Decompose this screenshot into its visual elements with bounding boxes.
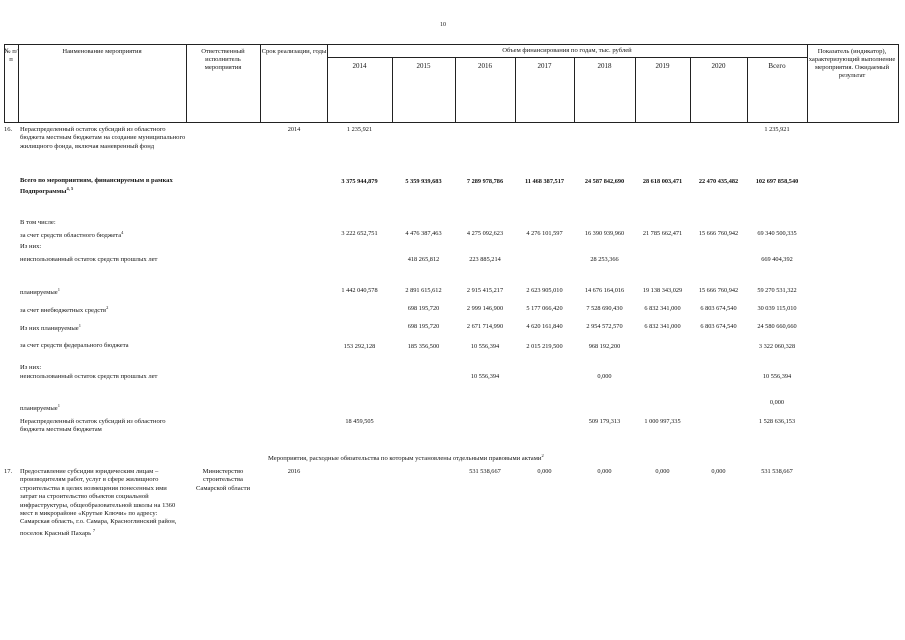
header-period: Срок реализации, годы xyxy=(261,48,327,55)
planned-1-label-text: планируемые xyxy=(20,289,58,297)
planned-2-label-text: планируемые xyxy=(20,405,58,413)
row-17-name xyxy=(20,468,180,538)
of-them-1-label: Из них: xyxy=(20,243,42,250)
of_them2-value-7: 10 556,394 xyxy=(762,373,792,380)
extra-label xyxy=(20,304,108,316)
planned1-value-5: 19 138 343,029 xyxy=(642,287,683,294)
federal-label: за счет средств федерального бюджета xyxy=(20,342,129,349)
section-heading-sup: 2 xyxy=(541,453,544,458)
unused1-value-2: 223 885,214 xyxy=(469,256,501,263)
total-value-6: 22 470 435,482 xyxy=(698,178,739,185)
federal-value-2: 10 556,394 xyxy=(470,343,500,350)
total-value-7: 102 697 858,540 xyxy=(755,178,799,185)
regional-sup: 4 xyxy=(121,230,124,235)
planned_extra-value-3: 4 620 161,840 xyxy=(526,323,563,330)
of-them-2-label: Из них: xyxy=(20,364,42,371)
year-total: Всего xyxy=(768,62,786,70)
total-value-4: 24 587 842,690 xyxy=(584,178,625,185)
regional-value-3: 4 276 101,597 xyxy=(526,230,563,237)
extra-value-2: 2 999 146,900 xyxy=(466,305,504,312)
unused-1-label: неиспользованный остаток средств прошлых лет xyxy=(20,256,158,263)
extra-value-3: 5 177 066,420 xyxy=(526,305,563,312)
page-number: 10 xyxy=(440,22,446,28)
planned1-value-3: 2 623 905,010 xyxy=(526,287,563,294)
extra-value-1: 698 195,720 xyxy=(407,305,440,312)
row-16-total: 1 235,921 xyxy=(764,126,790,133)
extra-value-4: 7 528 690,430 xyxy=(586,305,623,312)
year-2017: 2017 xyxy=(537,62,552,70)
total-value-5: 28 618 003,471 xyxy=(642,178,683,185)
r17-value-3: 0,000 xyxy=(537,468,552,475)
federal-value-7: 3 322 060,328 xyxy=(758,343,796,350)
year-2018: 2018 xyxy=(597,62,612,70)
year-2014: 2014 xyxy=(352,62,367,70)
total-label xyxy=(20,177,186,197)
total-label-sup: 4, 5 xyxy=(66,186,74,192)
planned1-value-7: 59 270 531,322 xyxy=(757,287,797,294)
planned_extra-value-2: 2 671 714,990 xyxy=(466,323,504,330)
r17-value-7: 531 538,667 xyxy=(761,468,793,475)
of_them2-value-2: 10 556,394 xyxy=(470,373,500,380)
total-value-0: 3 375 944,879 xyxy=(341,178,378,185)
regional-value-2: 4 275 092,623 xyxy=(466,230,504,237)
planned_extra-value-4: 2 954 572,570 xyxy=(586,323,623,330)
unused-2-label: неиспользованный остаток средств прошлых лет xyxy=(20,373,158,380)
extra-label-text: за счет внебюджетных средств xyxy=(20,307,107,315)
regional-value-4: 16 390 939,960 xyxy=(584,230,625,237)
extra-sup: 2 xyxy=(106,305,109,310)
unused1-value-7: 669 404,392 xyxy=(761,256,793,263)
row-17-sup: 7 xyxy=(92,527,96,533)
year-2015: 2015 xyxy=(416,62,431,70)
planned-2-label xyxy=(20,402,60,414)
section-heading xyxy=(268,452,668,464)
r17-value-4: 0,000 xyxy=(597,468,612,475)
regional-value-5: 21 785 662,471 xyxy=(642,230,683,237)
planned-extra-label-text: Из них планируемые xyxy=(20,325,79,333)
section-heading-text: Мероприятия, расходные обязательства по которым установлены отдельными правовыми актами xyxy=(268,455,542,463)
planned_extra-value-5: 6 832 341,000 xyxy=(644,323,681,330)
row-17-period: 2016 xyxy=(287,468,301,475)
unused1-value-4: 28 253,366 xyxy=(590,256,619,263)
regional-value-1: 4 476 387,463 xyxy=(405,230,442,237)
header-no: № п/п xyxy=(4,48,18,63)
of_them2-value-4: 0,000 xyxy=(597,373,612,380)
r17-value-2: 531 538,667 xyxy=(469,468,501,475)
row-16-no: 16. xyxy=(4,126,13,133)
planned_extra-value-7: 24 580 660,660 xyxy=(757,323,797,330)
header-financing: Объем финансирования по годам, тыс. рублей xyxy=(502,47,632,54)
row-17-responsible: Министерство строительства Самарской области xyxy=(196,468,250,492)
planned1-value-1: 2 891 615,612 xyxy=(405,287,442,294)
total-value-2: 7 289 978,786 xyxy=(466,178,504,185)
total-value-3: 11 468 387,517 xyxy=(524,178,564,185)
extra-value-7: 30 039 115,010 xyxy=(757,305,797,312)
federal-value-1: 185 356,500 xyxy=(407,343,440,350)
regional-value-7: 69 340 500,335 xyxy=(757,230,797,237)
planned_extra-value-1: 698 195,720 xyxy=(407,323,440,330)
year-2020: 2020 xyxy=(711,62,726,70)
extra-value-5: 6 832 341,000 xyxy=(644,305,681,312)
regional-value-0: 3 222 652,751 xyxy=(341,230,378,237)
extra-value-6: 6 803 674,540 xyxy=(700,305,737,312)
total-value-1: 5 359 939,683 xyxy=(405,178,442,185)
planned1-value-0: 1 442 040,578 xyxy=(341,287,378,294)
year-2016: 2016 xyxy=(478,62,492,70)
regional-label xyxy=(20,229,123,241)
row-17-name-text: Предоставление субсидии юридическим лицам – производителям работ, услуг в сфере жилищного строительства в целях возмещения понесенных ими затрат на строительство объектов социальной инфраструктуры, общеобразовательной школы на 1360 мест в микрорайоне «Крутые Ключи» по адресу: Самарская область, г.о. Самара, Красноглинский район, поселок Красный Пахарь xyxy=(20,468,177,538)
planned-2-total: 0,000 xyxy=(769,399,785,406)
total-label-text: Всего по мероприятиям, финансируемым в рамках Подпрограммы xyxy=(20,177,173,196)
row-16-name: Нераспределенный остаток субсидий из областного бюджета местным бюджетам на создание муниципального жилищного фонда, включая маневренный фонд xyxy=(20,126,186,150)
undistributed-value-4: 509 179,313 xyxy=(588,418,621,425)
planned1-value-4: 14 676 164,016 xyxy=(584,287,625,294)
r17-value-5: 0,000 xyxy=(655,468,670,475)
planned1-value-2: 2 915 415,217 xyxy=(466,287,504,294)
regional-label-text: за счет средств областного бюджета xyxy=(20,232,122,240)
federal-value-3: 2 015 219,500 xyxy=(526,343,563,350)
header-responsible: Ответственный исполнитель мероприятия xyxy=(201,48,245,71)
planned-extra-sup: 1 xyxy=(78,323,81,328)
undistributed-value-0: 18 459,505 xyxy=(345,418,374,425)
undistributed-label: Нераспределенный остаток субсидий из областного бюджета местным бюджетам xyxy=(20,418,166,434)
regional-value-6: 15 666 760,942 xyxy=(698,230,739,237)
row-16-period: 2014 xyxy=(287,126,301,133)
r17-value-6: 0,000 xyxy=(711,468,726,475)
incl-label: В том числе: xyxy=(20,219,56,226)
year-2019: 2019 xyxy=(655,62,670,70)
undistributed-value-5: 1 000 997,335 xyxy=(644,418,681,425)
planned-1-sup: 1 xyxy=(57,287,60,292)
header-name: Наименование мероприятия xyxy=(62,48,142,55)
header-indicator: Показатель (индикатор), характеризующий выполнение мероприятия. Ожидаемый результат xyxy=(808,48,896,79)
planned1-value-6: 15 666 760,942 xyxy=(698,287,739,294)
planned-1-label xyxy=(20,286,60,298)
federal-value-0: 153 292,128 xyxy=(343,343,376,350)
undistributed-value-7: 1 528 636,153 xyxy=(758,418,796,425)
planned-extra-label xyxy=(20,322,81,334)
row-17-no: 17. xyxy=(4,468,13,475)
planned-2-sup: 1 xyxy=(57,403,60,408)
row-16-2014: 1 235,921 xyxy=(346,126,373,133)
federal-value-4: 968 192,200 xyxy=(588,343,621,350)
unused1-value-1: 418 265,812 xyxy=(407,256,440,263)
planned_extra-value-6: 6 803 674,540 xyxy=(700,323,737,330)
